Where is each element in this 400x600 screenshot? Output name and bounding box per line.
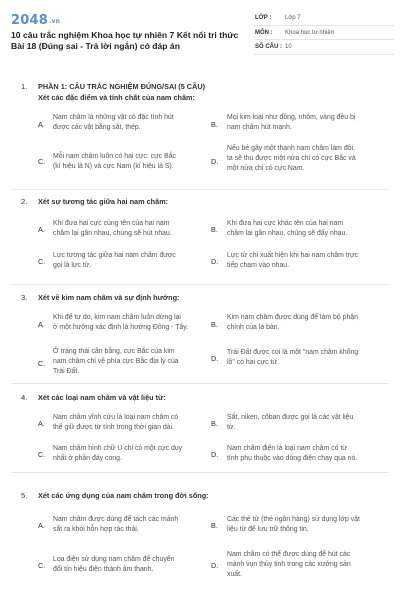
option-a[interactable]: Nam châm vĩnh cửu là loại nam châm có thể giữ được từ tính trong thời gian dài. (53, 414, 179, 431)
option-letter: D. (211, 157, 219, 166)
meta-key: LỚP : (255, 15, 272, 21)
question-text: Xét các loại nam châm và vật liệu từ: (38, 393, 166, 402)
meta-key: MÔN : (255, 29, 273, 36)
meta-row-grade (254, 11, 394, 26)
option-letter: D. (211, 450, 219, 459)
option-letter: A. (38, 419, 45, 428)
option-b[interactable]: Mọi kim loại như đồng, nhôm, vàng đều bị nam châm hút mạnh. (227, 114, 356, 131)
option-c[interactable]: Mỗi nam châm luôn có hai cực: cực Bắc (kí hiệu là N) và cực Nam (kí hiệu là S). (53, 153, 176, 170)
divider (11, 189, 389, 190)
option-a[interactable]: Nam châm được dùng để tách các mảnh sắt ra khỏi hỗn hợp rác thải. (53, 516, 179, 533)
question-number: 3. (21, 293, 28, 302)
option-letter: B. (211, 521, 218, 530)
option-letter: D. (211, 561, 219, 570)
page-header (0, 0, 400, 66)
divider (11, 472, 389, 473)
option-letter: A. (38, 320, 45, 329)
document-title: 10 câu trắc nghiệm Khoa học tự nhiên 7 Kết nối tri thức Bài 18 (Đúng sai - Trả lời ngắn) có đáp án (11, 30, 239, 52)
option-letter: C. (38, 257, 46, 266)
option-d[interactable]: Trái Đất được coi là một "nam châm khổng lồ" có hai cực từ. (227, 349, 359, 366)
site-logo[interactable]: 2048.vn (11, 13, 61, 28)
question-number: 5. (21, 491, 28, 500)
option-d[interactable]: Nam châm điện là loại nam châm có từ tính phụ thuộc vào dòng điện chạy qua nó. (227, 445, 358, 462)
question-number: 4. (21, 393, 28, 402)
meta-row-count (254, 40, 394, 55)
question-text: Xét sự tương tác giữa hai nam châm: (38, 197, 169, 206)
question-text: Xét các ứng dụng của nam châm trong đời sống: (38, 491, 209, 500)
meta-key: SỐ CÂU : (255, 44, 282, 50)
question-text: Xét các đặc điểm và tính chất của nam châm: (38, 93, 195, 102)
meta-value: 10 (285, 44, 292, 50)
option-a[interactable]: Khi để tự do, kim nam châm luôn dừng lại ở một hướng xác định là hướng Đông - Tây. (53, 314, 189, 331)
question-number: 2. (21, 197, 28, 206)
meta-value: Lớp 7 (285, 15, 301, 21)
meta-row-subject (254, 26, 394, 41)
question-number: 1. (21, 82, 28, 91)
option-letter: A. (38, 225, 45, 234)
option-c[interactable]: Nam châm hình chữ U chỉ có một cực duy nhất ở phần đáy cong. (53, 445, 183, 462)
divider (11, 383, 389, 384)
section-heading: PHẦN 1: CÂU TRẮC NGHIỆM ĐÚNG/SAI (5 CÂU) (38, 82, 206, 91)
option-a[interactable]: Khi đưa hai cực cùng tên của hai nam châm lại gần nhau, chúng sẽ hút nhau. (53, 220, 172, 237)
option-b[interactable]: Sắt, niken, côban được gọi là các vật liệu từ. (227, 414, 354, 431)
option-b[interactable]: Các thẻ từ (thẻ ngân hàng) sử dụng lớp vật liệu từ để lưu trữ thông tin. (227, 516, 360, 533)
option-letter: B. (211, 225, 218, 234)
option-c[interactable]: Lực tương tác giữa hai nam châm được gọi là lực từ. (53, 252, 176, 269)
option-b[interactable]: Khi đưa hai cực khác tên của hai nam châm lại gần nhau, chúng sẽ đẩy nhau. (227, 220, 348, 237)
meta-table (254, 11, 394, 55)
option-d[interactable]: Nếu bẻ gãy một thanh nam châm làm đôi, ta sẽ thu được một nửa chỉ có cực Bắc và một nửa chỉ có cực Nam. (227, 145, 356, 172)
option-letter: D. (211, 354, 219, 363)
option-letter: B. (211, 120, 218, 129)
option-letter: C. (38, 359, 46, 368)
option-b[interactable]: Kim nam châm được dùng để làm bộ phận chính của la bàn. (227, 314, 358, 331)
option-letter: C. (38, 561, 46, 570)
option-letter: A. (38, 120, 45, 129)
divider (11, 284, 389, 285)
option-a[interactable]: Nam châm là những vật có đặc tính hút được các vật bằng sắt, thép. (53, 114, 174, 131)
option-letter: A. (38, 521, 45, 530)
option-letter: C. (38, 450, 46, 459)
option-c[interactable]: Ở trạng thái cân bằng, cực Bắc của kim nam châm chỉ về phía cực Bắc địa lý của Trái Đất. (53, 348, 179, 375)
option-letter: D. (211, 257, 219, 266)
meta-value: Khoa học tự nhiên (285, 29, 335, 36)
option-d[interactable]: Nam châm có thể được dùng để hút các mảnh vụn thủy tinh trong các xưởng sản xuất. (227, 551, 351, 578)
question-text: Xét về kim nam châm và sự định hướng: (38, 293, 180, 302)
option-letter: B. (211, 419, 218, 428)
option-letter: C. (38, 157, 46, 166)
option-d[interactable]: Lực từ chỉ xuất hiện khi hai nam châm trực tiếp chạm vào nhau. (227, 252, 359, 269)
option-c[interactable]: Loa điện sử dụng nam châm để chuyển đổi tín hiệu điện thành âm thanh. (53, 556, 175, 573)
option-letter: B. (211, 320, 218, 329)
